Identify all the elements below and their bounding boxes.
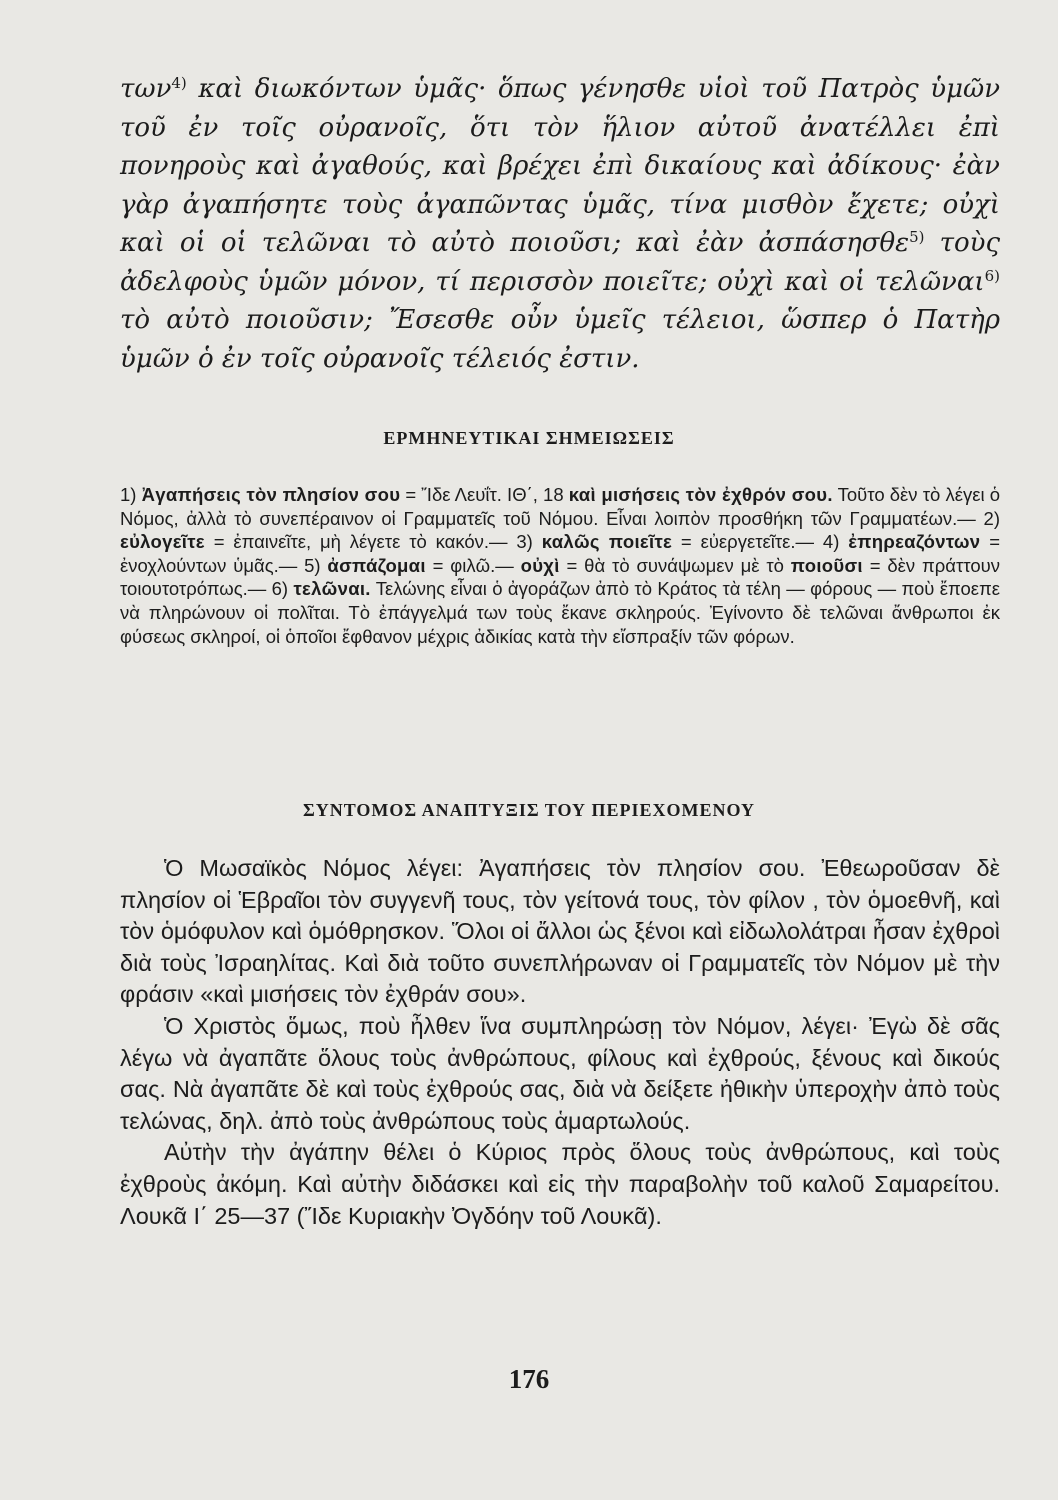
note-number: 6): [271, 578, 289, 600]
summary-paragraph: Ὁ Μωσαϊκὸς Νόμος λέγει: Ἀγαπήσεις τὸν πλησίον σου. Ἐθεωροῦσαν δὲ πλησίον οἱ Ἑβραῖοι τὸν συγγενῆ τους, τὸν γείτονά τους, τὸν φίλον , τὸν ὁμοεθνῆ, καὶ τὸν ὁμόφυλον καὶ ὁμόθρησκον. Ὅλοι οἱ ἄλλοι ὡς ξένοι καὶ εἰδωλολάτραι ἦσαν ἐχθροὶ διὰ τοὺς Ἰσραηλίτας. Καὶ διὰ τοῦτο συνεπλήρωναν οἱ Γραμματεῖς τὸν Νόμον μὲ τὴν φράσιν «καὶ μισήσεις τὸν ἐχθράν σου».: [120, 855, 1000, 1008]
note-text: = εὐεργετεῖτε.—: [672, 531, 823, 553]
content-summary: [120, 853, 1000, 1232]
note-term: Ἀγαπήσεις τὸν πλησίον σου: [141, 484, 401, 505]
note-term: εὐλογεῖτε: [120, 531, 205, 553]
note-number: 5): [304, 554, 321, 576]
note-text: = ἐπαινεῖτε, μὴ λέγετε τὸ κακόν.—: [204, 531, 517, 553]
footnote-ref-5: 5): [909, 228, 925, 246]
note-text: = ἐνοχλούντων ὑμᾶς.—: [120, 531, 1001, 576]
page-number: 176: [508, 1364, 550, 1394]
summary-heading: ΣΥΝΤΟΜΟΣ ΑΝΑΠΤΥΞΙΣ ΤΟΥ ΠΕΡΙΕΧΟΜΕΝΟΥ: [302, 800, 756, 820]
note-term: τελῶναι.: [293, 578, 371, 600]
scripture-text-3: τοὺς ἀδελφοὺς ὑμῶν μόνον, τί περισσὸν ποιεῖτε; οὐχὶ καὶ οἱ τελῶναι: [120, 228, 1001, 297]
note-term: καὶ μισήσεις τὸν ἐχθρόν σου.: [568, 484, 833, 505]
footnote-ref-4: 4): [171, 74, 187, 92]
note-text: Τοῦτο δὲν τὸ λέγει ὁ Νόμος, ἀλλὰ τὸ συνεπέραινον οἱ Γραμματεῖς τοῦ Νόμου. Εἶναι λοιπὸν προσθήκη τῶν Γραμματέων.—: [120, 484, 1000, 529]
scripture-text-1: των: [120, 74, 172, 104]
note-term: ἐπηρεαζόντων: [848, 531, 981, 553]
note-text: = φιλῶ.—: [425, 554, 521, 576]
note-number: 1): [120, 484, 137, 505]
footnote-ref-6: 6): [984, 266, 1000, 285]
note-term: οὐχὶ: [520, 554, 560, 576]
notes-heading: ΕΡΜΗΝΕΥΤΙΚΑΙ ΣΗΜΕΙΩΣΕΙΣ: [383, 428, 675, 448]
note-text: Τελώνης εἶναι ὁ ἀγοράζων ἀπὸ τὸ Κράτος τὰ τέλη — φόρους — ποὺ ἔποεπε νὰ πληρώνουν οἱ πολῖται. Τὸ ἐπάγγελμά των τοὺς ἔκανε σκληρούς. Ἐγίνοντο δὲ τελῶναι ἄνθρωποι ἐκ φύσεως σκληροί, οἱ ὁποῖοι ἔφθανον μέχρις ἀδικίας κατὰ τὴν εἴσπραξίν τῶν φόρων.: [120, 578, 1000, 647]
note-text: = δὲν πράττουν τοιουτοτρόπως.—: [120, 554, 1001, 600]
scripture-text-2: καὶ διωκόντων ὑμᾶς· ὅπως γένησθε υἱοὶ τοῦ Πατρὸς ὑμῶν τοῦ ἐν τοῖς οὐρανοῖς, ὅτι τὸν ἥλιον αὐτοῦ ἀνατέλλει ἐπὶ πονηροὺς καὶ ἀγαθούς, καὶ βρέχει ἐπὶ δικαίους καὶ ἀδίκους· ἐὰν γὰρ ἀγαπήσητε τοὺς ἀγαπῶντας ὑμᾶς, τίνα μισθὸν ἔχετε; οὐχὶ καὶ οἱ οἱ τελῶναι τὸ αὐτὸ ποιοῦσι; καὶ ἐὰν ἀσπάσησθε: [120, 74, 1000, 258]
summary-paragraph: Αὐτὴν τὴν ἀγάπην θέλει ὁ Κύριος πρὸς ὅλους τοὺς ἀνθρώπους, καὶ τοὺς ἐχθροὺς ἀκόμη. Καὶ αὐτὴν διδάσκει καὶ εἰς τὴν παραβολὴν τοῦ καλοῦ Σαμαρείτου. Λουκᾶ Ι΄ 25—37 (Ἴδε Κυριακὴν Ὀγδόην τοῦ Λουκᾶ).: [120, 1139, 1000, 1229]
explanatory-notes: [120, 483, 1000, 648]
note-term: ἀσπάζομαι: [327, 554, 426, 576]
summary-paragraph: Ὁ Χριστὸς ὅμως, ποὺ ἦλθεν ἵνα συμπληρώσῃ τὸν Νόμον, λέγει· Ἐγὼ δὲ σᾶς λέγω νὰ ἀγαπᾶτε ὅλους τοὺς ἀνθρώπους, φίλους καὶ ἐχθρούς, ξένους καὶ δικούς σας. Νὰ ἀγαπᾶτε δὲ καὶ τοὺς ἐχθρούς σας, διὰ νὰ δείξετε ἠθικὴν ὑπεροχὴν ἀπὸ τοὺς τελώνας, δηλ. ἀπὸ τοὺς ἀνθρώπους τοὺς ἁμαρτωλούς.: [120, 1012, 1000, 1134]
scripture-text-4: τὸ αὐτὸ ποιοῦσιν; Ἔσεσθε οὖν ὑμεῖς τέλειοι, ὥσπερ ὁ Πατὴρ ὑμῶν ὁ ἐν τοῖς οὐρανοῖς τέλειός ἐστιν.: [120, 305, 1000, 374]
scripture-passage: [120, 70, 1000, 378]
note-number: 2): [983, 507, 1000, 529]
note-number: 4): [822, 531, 840, 553]
note-term: καλῶς ποιεῖτε: [541, 531, 673, 553]
note-number: 3): [516, 531, 533, 553]
note-text: = θὰ τὸ συνάψωμεν μὲ τὸ: [559, 554, 791, 576]
note-text: = Ἴδε Λευΐτ. ΙΘ΄, 18: [400, 484, 569, 505]
note-term: ποιοῦσι: [790, 554, 863, 576]
